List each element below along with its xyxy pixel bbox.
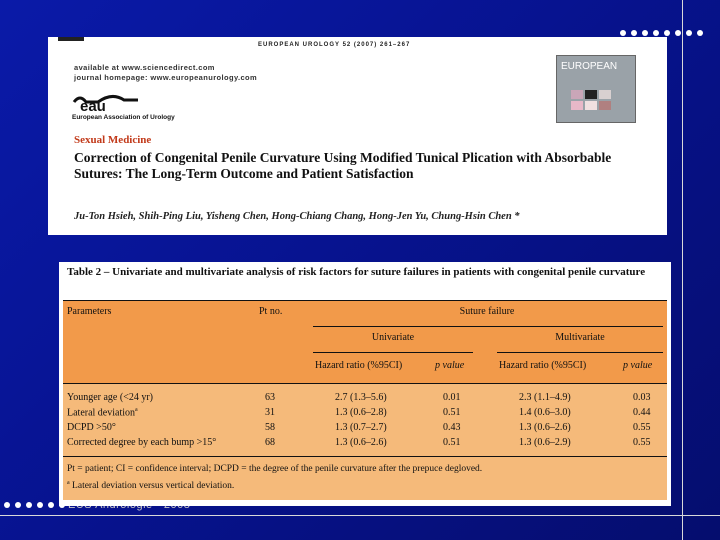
row4-pt: 68 [265, 437, 275, 448]
header-univariate: Univariate [371, 332, 415, 343]
decorative-dots-top [620, 30, 703, 36]
header-multi-hr: Hazard ratio (%95CI) [499, 360, 587, 371]
row3-uni-hr: 1.3 (0.7–2.7) [335, 422, 387, 433]
row3-pt: 58 [265, 422, 275, 433]
row1-uni-hr: 2.7 (1.3–5.6) [335, 392, 387, 403]
paper-header [48, 37, 667, 235]
table-body [63, 300, 667, 500]
horizontal-rule [0, 515, 720, 516]
row2-uni-p: 0.51 [443, 407, 461, 418]
table-footnote-2: $^a$ Lateral deviation versus vertical deviation. [67, 480, 235, 492]
header-multivariate: Multivariate [555, 332, 605, 343]
row3-multi-hr: 1.3 (0.6–2.6) [519, 422, 571, 433]
header-suture-failure: Suture failure [459, 306, 515, 317]
table-caption: Table 2 – Univariate and multivariate analysis of risk factors for suture failures in patients with congenital penile curvature [67, 266, 646, 278]
organization-name: European Association of Urology [72, 114, 175, 121]
row1-uni-p: 0.01 [443, 392, 461, 403]
row1-multi-hr: 2.3 (1.1–4.9) [519, 392, 571, 403]
header-parameters: Parameters [67, 306, 112, 317]
results-table [59, 262, 671, 506]
decorative-dots-bottom [4, 502, 65, 508]
homepage-line: journal homepage: www.europeanurology.com [74, 73, 258, 82]
header-multi-p: p value [623, 360, 653, 371]
cover-title: EUROPEAN [561, 61, 618, 72]
row3-uni-p: 0.43 [443, 422, 461, 433]
row1-pt: 63 [265, 392, 275, 403]
vertical-rule [682, 0, 683, 540]
author-list: Ju-Ton Hsieh, Shih-Ping Liu, Yisheng Chen, Hong-Chiang Chang, Hong-Jen Yu, Chung-Hsin Chen * [74, 211, 520, 222]
table-footnote-1: Pt = patient; CI = confidence interval; DCPD = the degree of the penile curvature after the prepuce degloved. [67, 464, 483, 474]
row3-multi-p: 0.55 [633, 422, 651, 433]
cover-images [571, 90, 627, 110]
availability-block [74, 63, 257, 83]
header-uni-hr: Hazard ratio (%95CI) [315, 360, 403, 371]
row4-multi-p: 0.55 [633, 437, 651, 448]
row1-multi-p: 0.03 [633, 392, 651, 403]
row1-param: Younger age (<24 yr) [67, 392, 153, 403]
section-label: Sexual Medicine [74, 134, 152, 146]
row2-multi-hr: 1.4 (0.6–3.0) [519, 407, 571, 418]
row2-footnote-mark: a [135, 407, 138, 413]
journal-line: EUROPEAN UROLOGY 52 (2007) 261–267 [258, 42, 411, 48]
row4-param: Corrected degree by each bump >15° [67, 437, 217, 448]
row4-uni-p: 0.51 [443, 437, 461, 448]
eau-logo-text: eau [80, 98, 106, 112]
row4-multi-hr: 1.3 (0.6–2.9) [519, 437, 571, 448]
eau-logo [72, 92, 142, 112]
row4-uni-hr: 1.3 (0.6–2.6) [335, 437, 387, 448]
header-uni-p: p value [435, 360, 465, 371]
available-line: available at www.sciencedirect.com [74, 63, 215, 72]
row2-multi-p: 0.44 [633, 407, 651, 418]
journal-cover [556, 55, 636, 123]
row2-param: Lateral deviation$^a$ [67, 407, 138, 419]
table-header [63, 300, 667, 384]
paper-title: Correction of Congenital Penile Curvature Using Modified Tunical Plication with Absorbable Sutures: The Long-Term Outcome and Patient Satisfaction [74, 150, 612, 181]
row2-uni-hr: 1.3 (0.6–2.8) [335, 407, 387, 418]
row2-pt: 31 [265, 407, 275, 418]
row3-param: DCPD >50° [67, 422, 116, 433]
header-pt-no: Pt no. [259, 306, 283, 317]
